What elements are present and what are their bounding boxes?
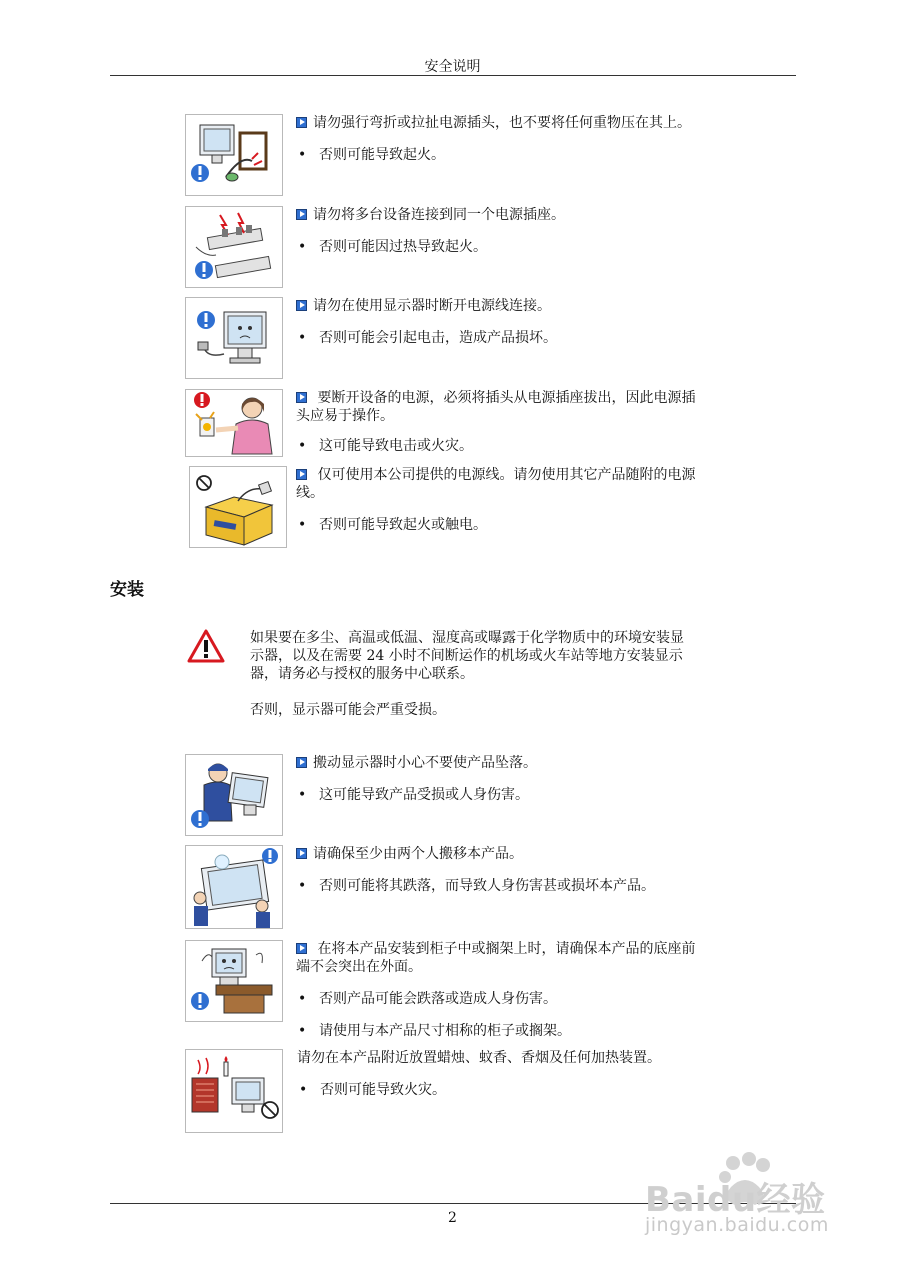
blue-arrow-icon	[296, 392, 307, 403]
install-item-4-bullet-1: • 否则可能导致火灾。	[297, 1081, 737, 1099]
power-item-4-title-line-2: 头应易于操作。	[296, 408, 394, 424]
install-item-1-bullet-1: • 这可能导致产品受损或人身伤害。	[296, 786, 736, 804]
blue-arrow-icon	[296, 209, 307, 220]
install-item-3-title-line-2: 端不会突出在外面。	[296, 959, 422, 975]
power-cord-box-illustration	[189, 466, 287, 548]
power-item-5-title-line-2: 线。	[296, 485, 324, 501]
power-item-5-bullet-1: • 否则可能导致起火或触电。	[296, 516, 736, 534]
install-item-1-title: 搬动显示器时小心不要使产品坠落。	[296, 754, 736, 772]
install-item-2-title: 请确保至少由两个人搬移本产品。	[296, 845, 736, 863]
power-item-3-title: 请勿在使用显示器时断开电源线连接。	[296, 297, 736, 315]
install-item-2-bullet-1: • 否则可能将其跌落，而导致人身伤害甚或损坏本产品。	[296, 877, 736, 895]
install-warning-text	[250, 629, 734, 683]
blue-arrow-icon	[296, 117, 307, 128]
header-rule	[110, 75, 796, 76]
power-item-4-title-line-1: 要断开设备的电源，必须将插头从电源插座拔出，因此电源插	[296, 389, 736, 407]
woman-unplugging-illustration	[185, 389, 283, 457]
install-item-3-title-line-1: 在将本产品安装到柜子中或搁架上时，请确保本产品的底座前	[296, 940, 736, 958]
blue-arrow-icon	[296, 757, 307, 768]
watermark-text: Baidu经验	[645, 1180, 826, 1220]
blue-arrow-icon	[296, 469, 307, 480]
install-warning-line-1: 如果要在多尘、高温或低温、湿度高或曝露于化学物质中的环境安装显	[250, 630, 684, 646]
page-number: 2	[448, 1210, 457, 1226]
power-item-1-title: 请勿强行弯折或拉扯电源插头，也不要将任何重物压在其上。	[296, 114, 736, 132]
install-warning-consequence: 否则，显示器可能会严重受损。	[250, 702, 446, 718]
blue-arrow-icon	[296, 848, 307, 859]
power-item-5-title-line-1: 仅可使用本公司提供的电源线。请勿使用其它产品随附的电源	[296, 466, 736, 484]
overloaded-power-strip-illustration	[185, 206, 283, 288]
install-item-3-bullet-2: • 请使用与本产品尺寸相称的柜子或搁架。	[296, 1022, 736, 1040]
warning-triangle-icon	[186, 628, 226, 664]
power-item-1-bullet-1: • 否则可能导致起火。	[296, 146, 736, 164]
two-people-carrying-illustration	[185, 845, 283, 929]
install-item-4-title: 请勿在本产品附近放置蜡烛、蚊香、香烟及任何加热装置。	[297, 1050, 661, 1066]
install-warning-line-3: 器，请务必与授权的服务中心联系。	[250, 666, 474, 682]
page-header-title: 安全说明	[424, 59, 481, 75]
blue-arrow-icon	[296, 943, 307, 954]
monitor-bent-plug-illustration	[185, 114, 283, 196]
install-item-3-bullet-1: • 否则产品可能会跌落或造成人身伤害。	[296, 990, 736, 1008]
blue-arrow-icon	[296, 300, 307, 311]
section-title-install: 安装	[110, 580, 144, 600]
install-warning-line-2: 示器，以及在需要 24 小时不间断运作的机场或火车站等地方安装显示	[250, 648, 683, 664]
person-carrying-monitor-illustration	[185, 754, 283, 836]
monitor-on-shelf-illustration	[185, 940, 283, 1022]
power-item-4-bullet-1: • 这可能导致电击或火灾。	[296, 437, 736, 455]
unplug-monitor-illustration	[185, 297, 283, 379]
candle-heater-monitor-illustration	[185, 1049, 283, 1133]
power-item-2-bullet-1: • 否则可能因过热导致起火。	[296, 238, 736, 256]
power-item-3-bullet-1: • 否则可能会引起电击，造成产品损坏。	[296, 329, 736, 347]
watermark-url: jingyan.baidu.com	[645, 1214, 829, 1236]
power-item-2-title: 请勿将多台设备连接到同一个电源插座。	[296, 206, 736, 224]
